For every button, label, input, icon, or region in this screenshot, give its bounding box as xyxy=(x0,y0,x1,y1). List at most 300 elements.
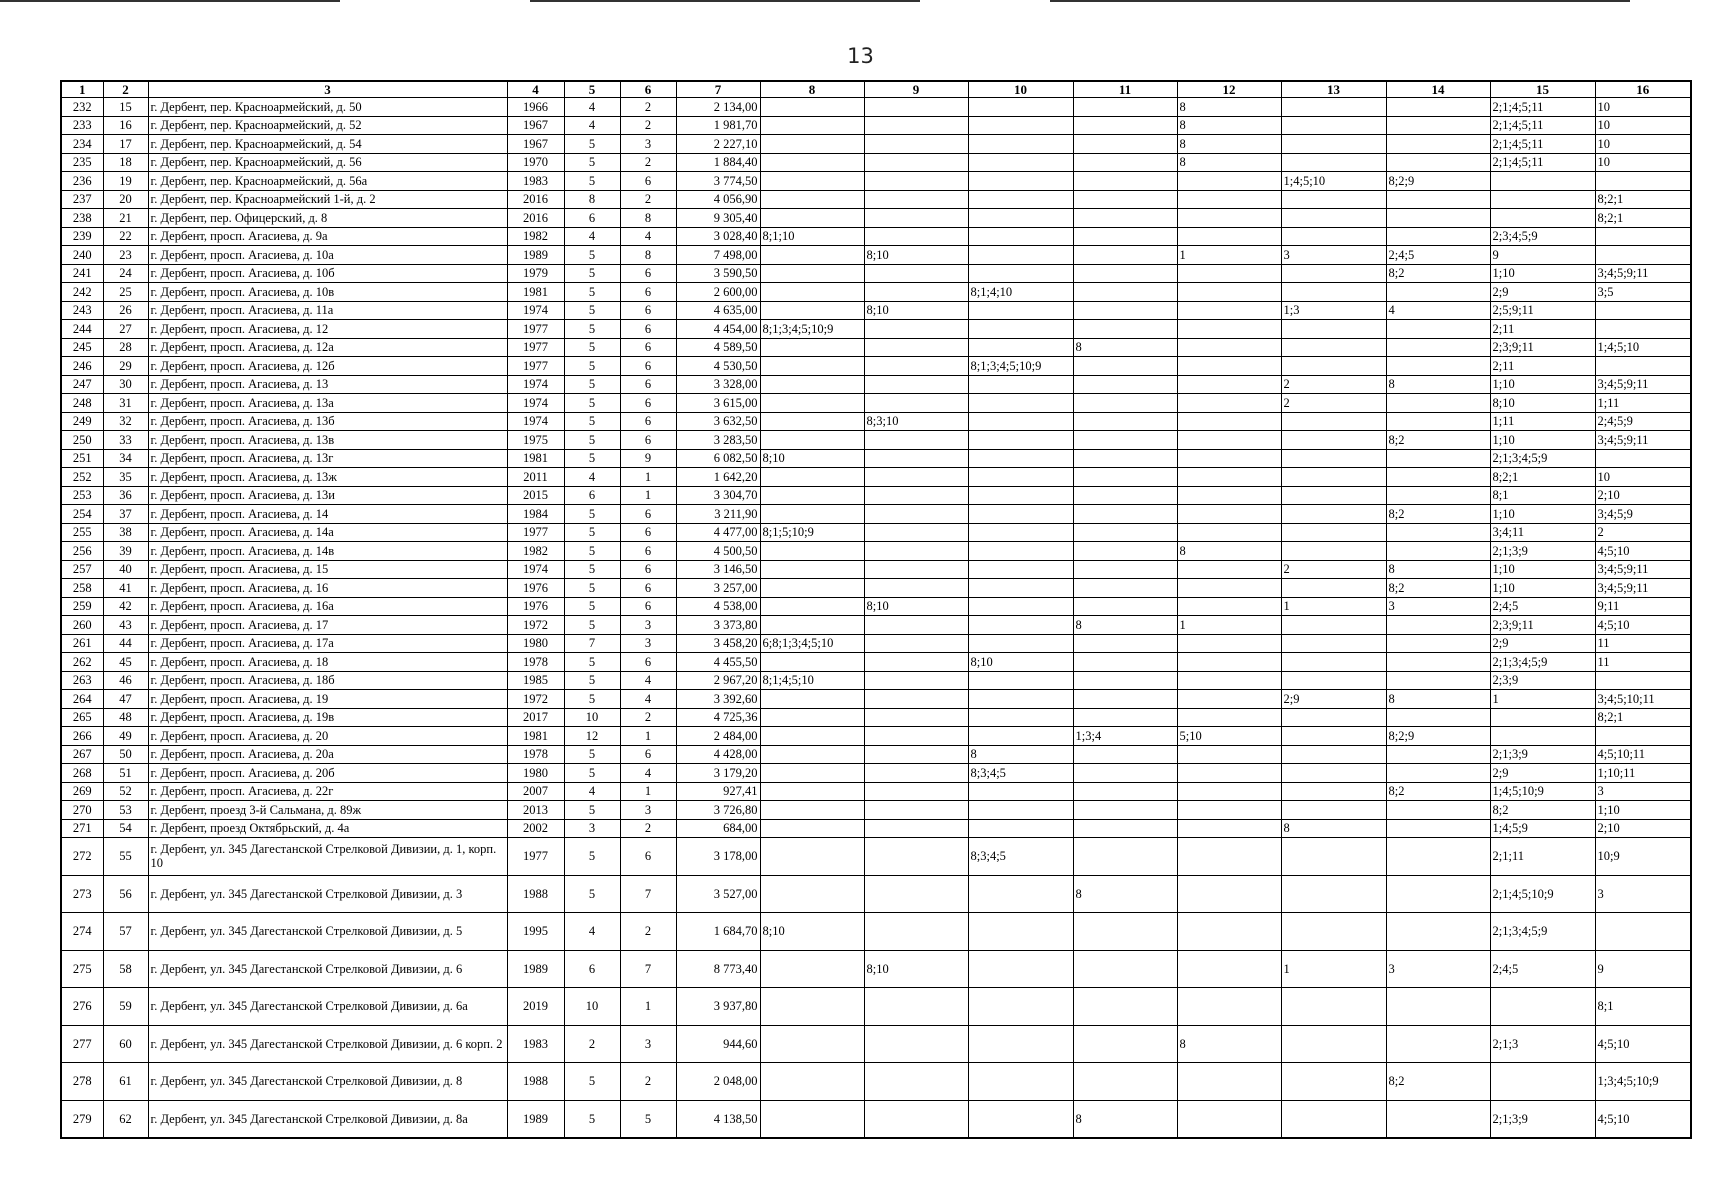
sub-number-cell: 48 xyxy=(103,708,148,727)
table-row xyxy=(61,190,1691,209)
code-cell xyxy=(864,227,968,246)
column-header: 9 xyxy=(864,81,968,98)
code-cell xyxy=(864,913,968,951)
row-number-cell: 269 xyxy=(61,782,103,801)
code-cell xyxy=(1177,375,1281,394)
year-cell: 2015 xyxy=(507,486,564,505)
code-cell xyxy=(864,449,968,468)
floors-cell: 5 xyxy=(564,1063,620,1101)
code-cell xyxy=(760,542,864,561)
sub-number-cell: 36 xyxy=(103,486,148,505)
code-cell xyxy=(864,523,968,542)
row-number-cell: 268 xyxy=(61,764,103,783)
code-cell xyxy=(968,690,1073,709)
code-cell xyxy=(1595,671,1691,690)
area-cell: 3 179,20 xyxy=(676,764,760,783)
area-cell: 3 774,50 xyxy=(676,172,760,191)
table-row xyxy=(61,653,1691,672)
sub-number-cell: 61 xyxy=(103,1063,148,1101)
area-cell: 4 589,50 xyxy=(676,338,760,357)
row-number-cell: 267 xyxy=(61,745,103,764)
code-cell xyxy=(1177,357,1281,376)
area-cell: 2 227,10 xyxy=(676,135,760,154)
code-cell xyxy=(1073,671,1177,690)
code-cell xyxy=(1073,801,1177,820)
code-cell: 2;1;3;9 xyxy=(1490,542,1595,561)
sub-number-cell: 35 xyxy=(103,468,148,487)
code-cell xyxy=(1281,209,1386,228)
code-cell xyxy=(1073,764,1177,783)
code-cell: 8 xyxy=(1177,1025,1281,1063)
area-cell: 3 937,80 xyxy=(676,988,760,1026)
code-cell xyxy=(1177,209,1281,228)
code-cell: 8;2;1 xyxy=(1595,209,1691,228)
sub-number-cell: 21 xyxy=(103,209,148,228)
code-cell: 2 xyxy=(1281,394,1386,413)
sub-number-cell: 58 xyxy=(103,950,148,988)
code-cell: 2;4;5;9 xyxy=(1595,412,1691,431)
entrances-cell: 4 xyxy=(620,671,676,690)
entrances-cell: 6 xyxy=(620,375,676,394)
code-cell xyxy=(760,301,864,320)
year-cell: 1978 xyxy=(507,653,564,672)
code-cell: 2;11 xyxy=(1490,320,1595,339)
code-cell xyxy=(1177,560,1281,579)
code-cell xyxy=(760,153,864,172)
column-header: 15 xyxy=(1490,81,1595,98)
address-cell: г. Дербент, пер. Офицерский, д. 8 xyxy=(148,209,507,228)
column-header: 12 xyxy=(1177,81,1281,98)
code-cell xyxy=(760,116,864,135)
code-cell: 4 xyxy=(1386,301,1490,320)
area-cell: 3 458,20 xyxy=(676,634,760,653)
entrances-cell: 6 xyxy=(620,560,676,579)
code-cell: 8;3;4;5 xyxy=(968,764,1073,783)
year-cell: 1988 xyxy=(507,1063,564,1101)
entrances-cell: 6 xyxy=(620,301,676,320)
code-cell xyxy=(1177,338,1281,357)
code-cell: 2;1;4;5;11 xyxy=(1490,98,1595,117)
code-cell xyxy=(968,913,1073,951)
code-cell xyxy=(1386,209,1490,228)
sub-number-cell: 50 xyxy=(103,745,148,764)
floors-cell: 5 xyxy=(564,616,620,635)
area-cell: 3 146,50 xyxy=(676,560,760,579)
sub-number-cell: 28 xyxy=(103,338,148,357)
area-cell: 3 257,00 xyxy=(676,579,760,598)
row-number-cell: 245 xyxy=(61,338,103,357)
table-row xyxy=(61,375,1691,394)
code-cell xyxy=(864,357,968,376)
floors-cell: 5 xyxy=(564,135,620,154)
row-number-cell: 237 xyxy=(61,190,103,209)
column-header: 8 xyxy=(760,81,864,98)
year-cell: 1982 xyxy=(507,227,564,246)
floors-cell: 5 xyxy=(564,283,620,302)
column-header: 11 xyxy=(1073,81,1177,98)
code-cell xyxy=(1386,1025,1490,1063)
address-cell: г. Дербент, просп. Агасиева, д. 13в xyxy=(148,431,507,450)
code-cell xyxy=(1073,523,1177,542)
code-cell: 8 xyxy=(1177,153,1281,172)
code-cell xyxy=(968,708,1073,727)
entrances-cell: 2 xyxy=(620,190,676,209)
code-cell xyxy=(1073,579,1177,598)
code-cell xyxy=(864,1100,968,1138)
floors-cell: 5 xyxy=(564,449,620,468)
code-cell xyxy=(968,875,1073,913)
table-row xyxy=(61,116,1691,135)
floors-cell: 6 xyxy=(564,486,620,505)
code-cell xyxy=(864,486,968,505)
year-cell: 1966 xyxy=(507,98,564,117)
entrances-cell: 3 xyxy=(620,135,676,154)
floors-cell: 5 xyxy=(564,246,620,265)
code-cell xyxy=(1073,172,1177,191)
code-cell xyxy=(1595,320,1691,339)
year-cell: 1977 xyxy=(507,523,564,542)
code-cell: 4;5;10 xyxy=(1595,542,1691,561)
entrances-cell: 6 xyxy=(620,579,676,598)
year-cell: 1981 xyxy=(507,727,564,746)
code-cell xyxy=(1177,875,1281,913)
code-cell xyxy=(968,486,1073,505)
sub-number-cell: 62 xyxy=(103,1100,148,1138)
floors-cell: 5 xyxy=(564,1100,620,1138)
code-cell: 8;10 xyxy=(968,653,1073,672)
code-cell xyxy=(1281,357,1386,376)
code-cell xyxy=(1073,227,1177,246)
sub-number-cell: 55 xyxy=(103,838,148,876)
year-cell: 1983 xyxy=(507,1025,564,1063)
year-cell: 1972 xyxy=(507,690,564,709)
code-cell: 2;3;4;5;9 xyxy=(1490,227,1595,246)
code-cell xyxy=(1386,486,1490,505)
code-cell: 8;10 xyxy=(864,950,968,988)
code-cell xyxy=(1177,301,1281,320)
code-cell: 2;1;3 xyxy=(1490,1025,1595,1063)
entrances-cell: 4 xyxy=(620,690,676,709)
entrances-cell: 6 xyxy=(620,838,676,876)
code-cell: 1;10;11 xyxy=(1595,764,1691,783)
column-header: 4 xyxy=(507,81,564,98)
table-row xyxy=(61,801,1691,820)
floors-cell: 4 xyxy=(564,227,620,246)
address-cell: г. Дербент, просп. Агасиева, д. 13 xyxy=(148,375,507,394)
code-cell xyxy=(968,116,1073,135)
code-cell xyxy=(864,264,968,283)
code-cell xyxy=(1073,190,1177,209)
code-cell xyxy=(864,801,968,820)
code-cell xyxy=(760,172,864,191)
code-cell xyxy=(968,449,1073,468)
code-cell xyxy=(1177,708,1281,727)
code-cell xyxy=(760,246,864,265)
year-cell: 1974 xyxy=(507,560,564,579)
code-cell xyxy=(968,988,1073,1026)
code-cell xyxy=(1490,1063,1595,1101)
code-cell xyxy=(864,727,968,746)
code-cell: 1 xyxy=(1177,246,1281,265)
sub-number-cell: 47 xyxy=(103,690,148,709)
floors-cell: 5 xyxy=(564,523,620,542)
row-number-cell: 233 xyxy=(61,116,103,135)
area-cell: 8 773,40 xyxy=(676,950,760,988)
row-number-cell: 270 xyxy=(61,801,103,820)
code-cell: 2;5;9;11 xyxy=(1490,301,1595,320)
code-cell xyxy=(864,505,968,524)
row-number-cell: 273 xyxy=(61,875,103,913)
code-cell xyxy=(1073,357,1177,376)
entrances-cell: 2 xyxy=(620,913,676,951)
table-body xyxy=(61,98,1691,1139)
sub-number-cell: 41 xyxy=(103,579,148,598)
floors-cell: 6 xyxy=(564,209,620,228)
code-cell xyxy=(1177,634,1281,653)
address-cell: г. Дербент, просп. Агасиева, д. 15 xyxy=(148,560,507,579)
code-cell xyxy=(1386,819,1490,838)
table-row xyxy=(61,449,1691,468)
code-cell: 2;9 xyxy=(1490,764,1595,783)
code-cell xyxy=(1595,227,1691,246)
table-row xyxy=(61,597,1691,616)
code-cell xyxy=(1073,782,1177,801)
code-cell xyxy=(760,579,864,598)
code-cell: 1;10 xyxy=(1595,801,1691,820)
table-row xyxy=(61,708,1691,727)
floors-cell: 8 xyxy=(564,190,620,209)
address-cell: г. Дербент, просп. Агасиева, д. 20а xyxy=(148,745,507,764)
floors-cell: 5 xyxy=(564,338,620,357)
code-cell xyxy=(1490,727,1595,746)
code-cell: 4;5;10;11 xyxy=(1595,745,1691,764)
code-cell xyxy=(1490,190,1595,209)
row-number-cell: 238 xyxy=(61,209,103,228)
code-cell xyxy=(1177,486,1281,505)
area-cell: 3 373,80 xyxy=(676,616,760,635)
code-cell: 1;3;4 xyxy=(1073,727,1177,746)
year-cell: 1995 xyxy=(507,913,564,951)
code-cell: 6;8;1;3;4;5;10 xyxy=(760,634,864,653)
row-number-cell: 242 xyxy=(61,283,103,302)
table-row xyxy=(61,542,1691,561)
address-cell: г. Дербент, просп. Агасиева, д. 14 xyxy=(148,505,507,524)
code-cell xyxy=(1386,745,1490,764)
code-cell xyxy=(968,375,1073,394)
code-cell xyxy=(864,690,968,709)
sub-number-cell: 16 xyxy=(103,116,148,135)
table-row xyxy=(61,301,1691,320)
code-cell xyxy=(1073,838,1177,876)
table-row xyxy=(61,264,1691,283)
code-cell xyxy=(1281,431,1386,450)
code-cell: 8;1;4;5;10 xyxy=(760,671,864,690)
table-row xyxy=(61,246,1691,265)
floors-cell: 5 xyxy=(564,653,620,672)
sub-number-cell: 22 xyxy=(103,227,148,246)
code-cell xyxy=(760,988,864,1026)
code-cell xyxy=(1073,708,1177,727)
sub-number-cell: 37 xyxy=(103,505,148,524)
year-cell: 1980 xyxy=(507,764,564,783)
code-cell xyxy=(1281,634,1386,653)
code-cell xyxy=(1073,468,1177,487)
sub-number-cell: 57 xyxy=(103,913,148,951)
sub-number-cell: 23 xyxy=(103,246,148,265)
row-number-cell: 277 xyxy=(61,1025,103,1063)
code-cell xyxy=(760,597,864,616)
floors-cell: 5 xyxy=(564,745,620,764)
code-cell xyxy=(760,135,864,154)
code-cell xyxy=(968,1100,1073,1138)
code-cell xyxy=(1386,283,1490,302)
code-cell: 1;10 xyxy=(1490,505,1595,524)
code-cell: 8;1 xyxy=(1595,988,1691,1026)
entrances-cell: 6 xyxy=(620,283,676,302)
code-cell xyxy=(1073,950,1177,988)
table-row xyxy=(61,913,1691,951)
code-cell xyxy=(760,190,864,209)
code-cell xyxy=(1073,320,1177,339)
floors-cell: 5 xyxy=(564,801,620,820)
area-cell: 2 484,00 xyxy=(676,727,760,746)
code-cell xyxy=(1281,838,1386,876)
code-cell xyxy=(1177,394,1281,413)
scan-edge-line xyxy=(0,0,340,2)
row-number-cell: 266 xyxy=(61,727,103,746)
code-cell xyxy=(760,209,864,228)
entrances-cell: 4 xyxy=(620,764,676,783)
code-cell: 2;3;9;11 xyxy=(1490,338,1595,357)
code-cell xyxy=(1386,116,1490,135)
code-cell: 1 xyxy=(1281,597,1386,616)
code-cell: 2;1;4;5;11 xyxy=(1490,116,1595,135)
entrances-cell: 6 xyxy=(620,431,676,450)
code-cell: 1;10 xyxy=(1490,264,1595,283)
address-cell: г. Дербент, просп. Агасиева, д. 17 xyxy=(148,616,507,635)
code-cell xyxy=(1177,412,1281,431)
code-cell: 8 xyxy=(1177,116,1281,135)
code-cell: 8;1;5;10;9 xyxy=(760,523,864,542)
code-cell: 3 xyxy=(1386,950,1490,988)
table-row xyxy=(61,98,1691,117)
year-cell: 1972 xyxy=(507,616,564,635)
row-number-cell: 275 xyxy=(61,950,103,988)
area-cell: 4 428,00 xyxy=(676,745,760,764)
sub-number-cell: 40 xyxy=(103,560,148,579)
area-cell: 4 538,00 xyxy=(676,597,760,616)
entrances-cell: 1 xyxy=(620,988,676,1026)
code-cell xyxy=(968,597,1073,616)
code-cell xyxy=(968,209,1073,228)
code-cell: 2;4;5 xyxy=(1490,597,1595,616)
code-cell: 1;10 xyxy=(1490,375,1595,394)
scan-edge-line xyxy=(530,0,920,2)
floors-cell: 5 xyxy=(564,764,620,783)
code-cell xyxy=(1073,264,1177,283)
code-cell xyxy=(1281,745,1386,764)
row-number-cell: 261 xyxy=(61,634,103,653)
code-cell xyxy=(1281,135,1386,154)
address-cell: г. Дербент, пер. Красноармейский, д. 56 xyxy=(148,153,507,172)
code-cell xyxy=(760,431,864,450)
code-cell xyxy=(1595,357,1691,376)
code-cell xyxy=(1281,283,1386,302)
code-cell xyxy=(1281,227,1386,246)
address-cell: г. Дербент, просп. Агасиева, д. 19 xyxy=(148,690,507,709)
entrances-cell: 6 xyxy=(620,357,676,376)
code-cell: 2;3;9 xyxy=(1490,671,1595,690)
code-cell xyxy=(1595,172,1691,191)
year-cell: 1980 xyxy=(507,634,564,653)
floors-cell: 5 xyxy=(564,838,620,876)
code-cell xyxy=(1386,153,1490,172)
code-cell xyxy=(968,338,1073,357)
code-cell xyxy=(1281,671,1386,690)
code-cell xyxy=(1073,486,1177,505)
year-cell: 2019 xyxy=(507,988,564,1026)
code-cell xyxy=(1595,301,1691,320)
table-row xyxy=(61,153,1691,172)
code-cell xyxy=(1386,135,1490,154)
code-cell: 8;10 xyxy=(864,301,968,320)
table-row xyxy=(61,634,1691,653)
code-cell xyxy=(1073,913,1177,951)
code-cell xyxy=(1386,616,1490,635)
code-cell xyxy=(760,394,864,413)
code-cell xyxy=(968,616,1073,635)
code-cell xyxy=(1073,819,1177,838)
code-cell xyxy=(1073,431,1177,450)
table-row xyxy=(61,579,1691,598)
code-cell xyxy=(864,320,968,339)
floors-cell: 7 xyxy=(564,634,620,653)
year-cell: 2002 xyxy=(507,819,564,838)
floors-cell: 2 xyxy=(564,1025,620,1063)
code-cell xyxy=(1281,468,1386,487)
code-cell: 2;1;4;5;11 xyxy=(1490,135,1595,154)
code-cell xyxy=(1073,301,1177,320)
table-row xyxy=(61,745,1691,764)
code-cell xyxy=(1281,653,1386,672)
code-cell xyxy=(1281,320,1386,339)
year-cell: 2017 xyxy=(507,708,564,727)
code-cell: 8;2 xyxy=(1386,264,1490,283)
area-cell: 1 642,20 xyxy=(676,468,760,487)
code-cell: 3 xyxy=(1595,875,1691,913)
year-cell: 1977 xyxy=(507,338,564,357)
code-cell xyxy=(864,394,968,413)
code-cell xyxy=(1386,1100,1490,1138)
code-cell xyxy=(760,357,864,376)
code-cell: 5;10 xyxy=(1177,727,1281,746)
code-cell: 2;4;5 xyxy=(1490,950,1595,988)
code-cell: 2;1;3;9 xyxy=(1490,745,1595,764)
table-row xyxy=(61,283,1691,302)
code-cell: 1;4;5;10 xyxy=(1595,338,1691,357)
code-cell xyxy=(1177,671,1281,690)
code-cell xyxy=(864,875,968,913)
entrances-cell: 6 xyxy=(620,542,676,561)
code-cell xyxy=(968,468,1073,487)
code-cell: 2;1;11 xyxy=(1490,838,1595,876)
address-cell: г. Дербент, ул. 345 Дагестанской Стрелковой Дивизии, д. 8а xyxy=(148,1100,507,1138)
code-cell xyxy=(1281,116,1386,135)
row-number-cell: 264 xyxy=(61,690,103,709)
code-cell xyxy=(968,246,1073,265)
year-cell: 1976 xyxy=(507,579,564,598)
code-cell xyxy=(968,579,1073,598)
